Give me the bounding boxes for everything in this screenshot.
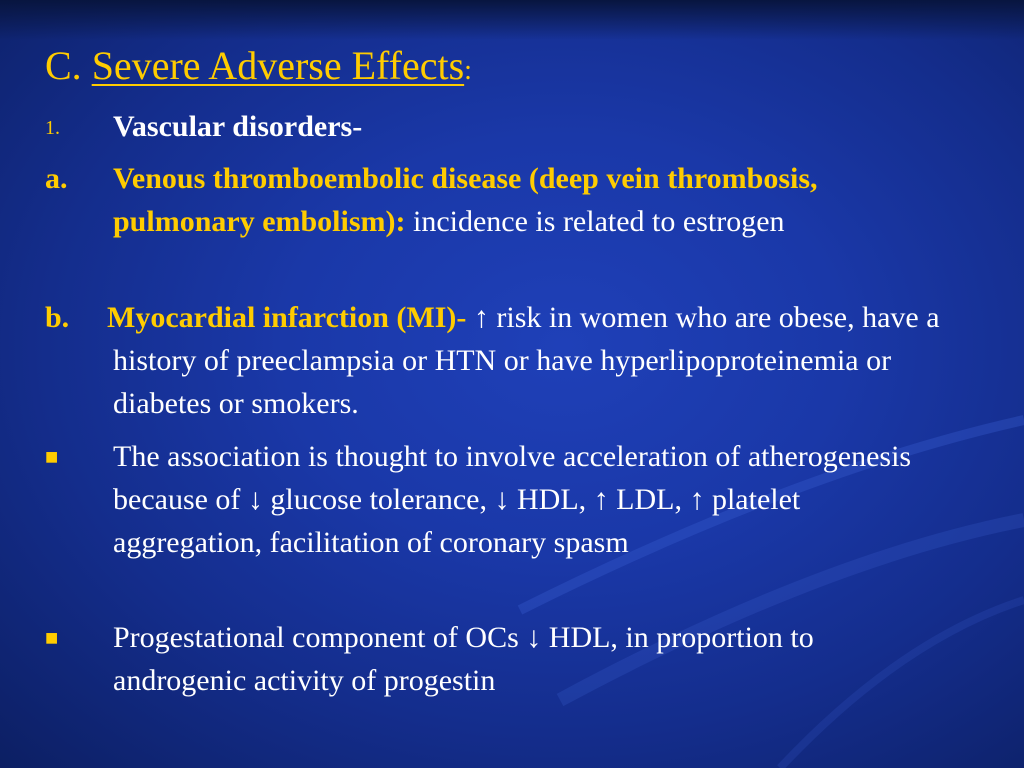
item-heading: Venous thromboembolic disease (deep vein thrombosis, pulmonary embolism): [113, 162, 818, 238]
item-text [107, 296, 943, 425]
square-bullet-icon: ■ [45, 444, 59, 469]
title-prefix: C. [45, 43, 82, 88]
slide-title [45, 42, 472, 95]
up-arrow: ↑ [473, 301, 489, 334]
item-heading: Vascular disorders- [113, 110, 363, 143]
square-bullet-icon: ■ [45, 625, 59, 650]
item-body: The association is thought to involve acceleration of atherogenesis because of ↓ glucose tolerance, ↓ HDL, ↑ LDL, ↑ platelet aggregation, facilitation of coronary spasm [113, 440, 912, 559]
item-text [113, 435, 943, 564]
item-body: Progestational component of OCs ↓ HDL, in proportion to androgenic activity of progestin [113, 621, 814, 697]
item-body: risk in women who are obese, have a history of preeclampsia or HTN or have hyperlipoproteinemia or diabetes or smokers. [113, 301, 940, 420]
item-text [113, 616, 943, 702]
item-body: incidence is related to estrogen [413, 205, 785, 238]
item-text [113, 105, 943, 148]
item-marker: b. [45, 301, 70, 334]
item-text [113, 157, 943, 243]
title-main: Severe Adverse Effects [91, 43, 465, 88]
item-marker: 1. [45, 117, 60, 139]
title-colon: : [464, 55, 472, 86]
item-heading: Myocardial infarction (MI)- [107, 301, 467, 334]
item-marker: a. [45, 162, 68, 195]
